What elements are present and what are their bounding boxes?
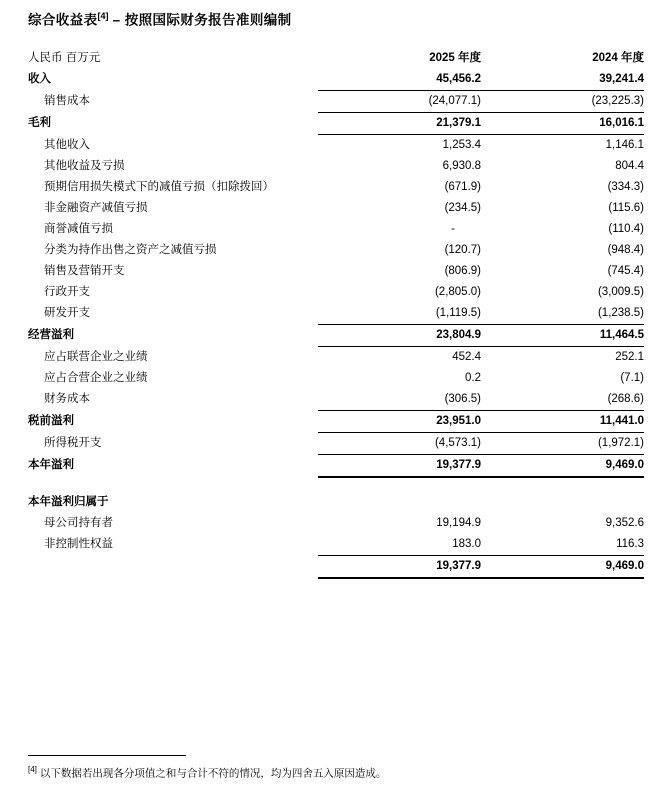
table-row <box>28 261 644 282</box>
row-value-2024: 16,016.1 <box>481 113 644 135</box>
spacer-cell <box>481 477 644 492</box>
table-row <box>28 69 644 91</box>
row-label: 母公司持有者 <box>44 517 113 529</box>
attribution-total-2025: 19,377.9 <box>318 556 481 579</box>
footnote-block <box>28 755 628 782</box>
section-spacer <box>28 477 644 492</box>
row-label: 其他收益及亏损 <box>44 160 125 172</box>
attribution-total-row <box>28 556 644 579</box>
row-label: 其他收入 <box>44 138 90 151</box>
row-value-2024: (1,972.1) <box>597 437 644 449</box>
table-row <box>28 135 644 157</box>
row-value-2025: (4,573.1) <box>434 437 481 449</box>
row-value-2025: (234.5) <box>444 202 481 214</box>
row-label: 财务成本 <box>44 393 90 406</box>
row-label: 研发开支 <box>44 307 90 320</box>
row-label: 非金融资产减值亏损 <box>44 202 148 214</box>
table-row <box>28 534 644 556</box>
row-label: 收入 <box>28 73 51 86</box>
table-header-row <box>28 48 644 69</box>
row-value-2024: (7.1) <box>620 372 644 384</box>
table-row <box>28 455 644 478</box>
footnote <box>28 762 628 782</box>
table-row <box>28 113 644 135</box>
currency-unit-label: 人民币 百万元 <box>28 52 101 64</box>
table-row <box>28 219 644 240</box>
table-row <box>28 198 644 219</box>
table-row <box>28 368 644 389</box>
row-value-2025: 1,253.4 <box>442 139 481 151</box>
page-title-subtitle: 按照国际财务报告准则编制 <box>124 12 292 28</box>
row-value-2024: (948.4) <box>607 244 644 256</box>
row-label: 分类为持作出售之资产之减值亏损 <box>44 244 217 256</box>
row-value-2025: 19,194.9 <box>436 517 481 529</box>
row-value-2024: (115.6) <box>608 202 644 214</box>
row-value-2024: (3,009.5) <box>597 286 644 298</box>
row-value-2025: (2,805.0) <box>434 286 481 298</box>
row-label: 所得税开支 <box>44 437 102 449</box>
row-value-2024: (268.6) <box>607 393 644 405</box>
attribution-heading-blank-2024 <box>481 492 644 513</box>
row-label: 行政开支 <box>44 286 90 298</box>
row-value-2025: 0.2 <box>465 372 481 384</box>
attribution-total-2024: 9,469.0 <box>481 556 644 579</box>
row-label: 销售成本 <box>44 95 90 107</box>
column-header-2024: 2024 年度 <box>592 52 644 64</box>
table-row <box>28 156 644 177</box>
row-value-2024: (334.3) <box>607 181 644 193</box>
row-value-2025: (671.9) <box>444 181 481 193</box>
footnote-marker: [4] <box>28 764 37 774</box>
row-label: 商誉减值亏损 <box>44 223 113 235</box>
row-label: 非控制性权益 <box>44 538 113 551</box>
row-label: 税前溢利 <box>28 415 74 427</box>
row-value-2025: (120.7) <box>444 244 481 256</box>
row-value-2025: 452.4 <box>452 351 481 363</box>
income-statement-table <box>28 48 644 579</box>
row-label: 销售及营销开支 <box>44 265 125 277</box>
table-row <box>28 325 644 347</box>
spacer-cell <box>318 477 481 492</box>
page-title-dash: – <box>112 12 121 28</box>
row-value-2025: 6,930.8 <box>442 160 481 172</box>
page-title-main: 综合收益表 <box>28 12 98 28</box>
table-row <box>28 347 644 369</box>
row-value-2025: 23,951.0 <box>318 411 481 433</box>
table-row <box>28 303 644 325</box>
row-label: 应占联营企业之业绩 <box>44 350 148 363</box>
row-value-2024: (1,238.5) <box>597 307 644 319</box>
attribution-total-label <box>28 556 318 579</box>
attribution-heading-blank-2025 <box>318 492 481 513</box>
row-value-2025: 19,377.9 <box>318 455 481 478</box>
row-value-2025: 21,379.1 <box>318 113 481 135</box>
row-value-2024: 1,146.1 <box>605 139 644 151</box>
row-value-2024: 9,469.0 <box>481 455 644 478</box>
row-value-2024: 11,464.5 <box>481 325 644 347</box>
row-value-2024: 804.4 <box>615 160 644 172</box>
table-row <box>28 513 644 534</box>
row-value-2025: (24,077.1) <box>428 95 481 107</box>
row-value-2024: (745.4) <box>607 265 644 277</box>
attribution-heading-row <box>28 492 644 513</box>
row-label: 预期信用损失模式下的减值亏损（扣除拨回） <box>44 181 274 193</box>
row-value-2024: 116.3 <box>616 538 644 550</box>
spacer-cell <box>28 477 318 492</box>
row-value-2024: 9,352.6 <box>605 517 644 529</box>
row-value-2025: 23,804.9 <box>318 325 481 347</box>
table-row <box>28 411 644 433</box>
footnote-divider <box>28 755 186 756</box>
row-value-2025: 183.0 <box>452 538 481 550</box>
row-label: 经营溢利 <box>28 329 74 341</box>
row-label: 毛利 <box>28 117 51 129</box>
row-label: 本年溢利 <box>28 459 74 472</box>
row-value-2025: - <box>451 223 455 235</box>
column-header-2025: 2025 年度 <box>429 52 481 64</box>
table-row <box>28 389 644 411</box>
table-row <box>28 240 644 261</box>
row-value-2024: (110.4) <box>608 223 644 235</box>
row-value-2025: (1,119.5) <box>435 307 481 319</box>
footnote-text: 以下数据若出现各分项值之和与合计不符的情况，均为四舍五入原因造成。 <box>39 767 387 779</box>
row-value-2024: (23,225.3) <box>591 95 644 107</box>
table-row <box>28 433 644 455</box>
row-value-2024: 252.1 <box>615 351 644 363</box>
row-value-2024: 39,241.4 <box>481 69 644 91</box>
table-row <box>28 91 644 113</box>
row-label: 应占合营企业之业绩 <box>44 372 148 384</box>
page-title-footnote-marker: [4] <box>97 11 109 21</box>
row-value-2025: (306.5) <box>444 393 481 405</box>
row-value-2025: 45,456.2 <box>318 69 481 91</box>
attribution-heading: 本年溢利归属于 <box>28 496 109 508</box>
page-title <box>28 7 292 30</box>
table-row <box>28 282 644 303</box>
row-value-2024: 11,441.0 <box>481 411 644 433</box>
table-row <box>28 177 644 198</box>
row-value-2025: (806.9) <box>444 265 481 277</box>
